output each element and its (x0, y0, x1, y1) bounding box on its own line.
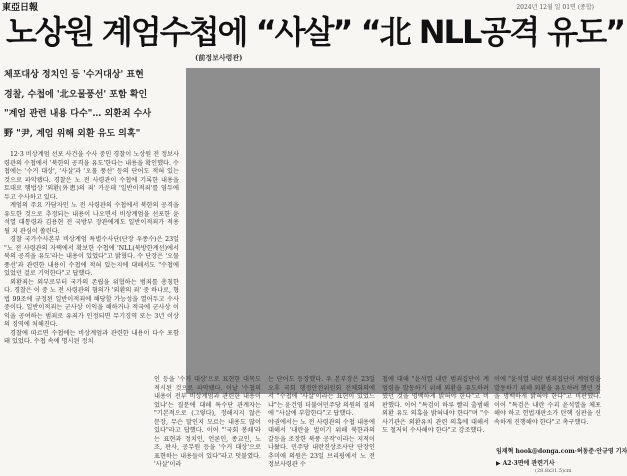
article-column-1 (4, 151, 179, 476)
subheadline: 野 "尹, 계엄 위해 외환 유도 의혹" (4, 128, 141, 139)
article-column-3 (268, 376, 375, 468)
article-paragraph: 외환죄는 외부로부터 국가의 존립을 위협하는 범죄를 총칭한다. 경찰은 이 중 노 전 사령관의 혐의가 '외환의 죄' 중 하나로, 형법 99조에 규정된 일반이적죄에 해당할 가능성을 열어두고 수사 중이다. 일반이적죄는 군사상 이익을 해하거나 적국에 군사상 이익을 공여하는 범죄로 유죄가 인정되면 무기징역 또는 3년 이상의 징역에 처해진다. (4, 278, 179, 328)
reporter-credit: 임재혁 hook@donga.com·허동준·안규영 기자 (496, 448, 627, 455)
subheadline: 경찰, 수첩에 '北오물풍선' 포함 확인 (4, 89, 148, 100)
article-paragraph: 계엄의 주요 가담자인 노 전 사령관의 수첩에서 북한의 공격을 유도한 것으로 추정되는 내용이 나오면서 비상계엄을 선포한 윤석열 대통령과 김용현 전 국방부 장관에게도 일반이적죄가 적용될 지 관심이 쏠린다. (4, 202, 179, 235)
related-articles-link[interactable] (496, 458, 555, 467)
related-articles-label: A2·3면에 관련기사 (502, 460, 555, 467)
arrow-right-icon: ▶ (496, 460, 501, 467)
photo-area (186, 68, 600, 394)
dateline: 2024년 12월 일 01면 (종합) (516, 4, 594, 11)
article-column-2 (154, 376, 261, 468)
article-paragraph: 는 단어도 등장했다. 우 본부장은 23일 오후 국회 행정안전위원회 전체회의에서 "수첩에 '사살'이라는 표현이 있었느냐"는 윤건영 더불어민주당 의원의 질의에 "사살에 부합한다"고 답했다. 야권에서는 노 전 사령관의 수첩 내용에 대해서 '내란을 벌이기 위해 북한과의 갈등을 조장한 북풍 공작'이라는 지적이 나왔다. 민주당 내란진상조사단 단장인 추미애 의원은 23일 브리핑에서 노 전 정보사령관 수 (268, 376, 375, 468)
subheadline: "계엄 관련 내용 다수"… 외환죄 수사 (4, 109, 152, 119)
subheadlines (4, 66, 184, 144)
article-column-4 (382, 376, 489, 460)
article-paragraph: 이에 "윤석열 내란 범죄집단이 계엄령을 발동하기 위해 외환을 유도하려 했던 것을 명백하게 밝혀야 한다"고 비판했다. 이어 "특검은 내란 수괴 윤석열을 체포해야 하고 헌법재판소가 탄핵 심판을 신속하게 진행해야 한다"고 촉구했다. (494, 376, 601, 426)
main-headline: 노상원 계엄수첩에 “사살” “北 NLL공격 유도” (6, 13, 625, 51)
masthead (0, 0, 600, 12)
page-size-note: (28.8x31.5)cm (535, 468, 572, 474)
article-column-5 (494, 376, 601, 446)
article-paragraph: 첩에 대해 "윤석열 내란 범죄집단이 계엄령을 발동하기 위해 외환을 유도하려 했던 것을 명백하게 밝혀야 한다"고 비판했다. 이어 "특검이 하루 빨리 출범해 외환 유도 의혹을 밝혀내야 한다"며 "수사기관은 외환유치 관련 의혹에 대해서도 철저히 수사해야 한다"고 강조했다. (382, 376, 489, 434)
subheadline: 체포대상 정치인 등 '수거대상' 표현 (4, 70, 144, 80)
article-paragraph: 12·3 비상계엄 선포 사건을 수사 중인 경찰이 노상원 전 정보사령관의 수첩에서 '북한의 공격을 유도'한다는 내용을 확인했다. 수첩에는 '수거 대상', '사살'과 '오물 풍선' 등의 단어도 적혀 있는 것으로 파악됐다. 경찰은 노 전 사령관이 수첩에 기록한 내용을 토대로 햄법상 '외환(外患)의 죄' 가운데 '일반이적죄'를 염두에 두고 수사하고 있다. (4, 151, 179, 201)
article-paragraph: 경찰 국가수사본부 비상계엄 특별수사단(단장 우종수)은 23일 "노 전 사령관의 자택에서 확보한 수첩에 'NLL(북방한계선)에서 북의 공격을 유도'라는 내용이 있었다"고 밝혔다. 수 단장은 '오물 풍선'과 관련한 내용이 수첩에 적혀 있는지에 대해서도 "수첩에 있었던 걸로 기억한다"고 답했다. (4, 236, 179, 277)
newspaper-logo: 東亞日報 (2, 3, 39, 13)
headline-byline: (前정보사령관) (195, 53, 243, 62)
article-paragraph: 인 등을 '수거 대상'으로 표현한 대목도 적시된 것으로 파악됐다. 이날 '수첩의 내용이 전부 비상계엄과 관련한 내용이었냐'는 질문에 대해 특수단 관계자는 "기본적으로 (그렇다), 정해지지 않은 문장, 무슨 말인지 모르는 내용도 많이 있다"라고 답했다. 이어 "'국회 봉쇄'라는 표현과 정치인, 언론인, 종교인, 노조, 판사, 공무원 등을 '수거 대상'으로 표현하는 내용들이 있다"라고 덧붙였다. '사살'이라 (154, 376, 261, 468)
article-paragraph: 경찰에 따르면 수첩에는 비상계엄과 관련한 내용이 다수 포함돼 있었다. 수첩 속에 명시된 정치 (4, 329, 179, 345)
